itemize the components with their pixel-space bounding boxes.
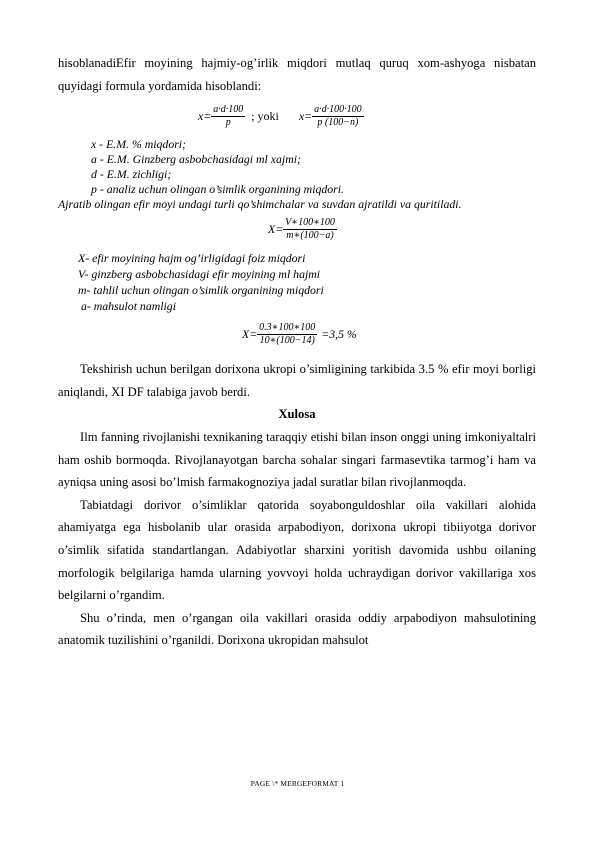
formula1-lhs: x= xyxy=(198,109,212,124)
formula1-separator: ; yoki xyxy=(251,108,279,123)
formula3-lhs: X= xyxy=(268,222,284,237)
definition-item: m- tahlil uchun olingan o’simlik organining miqdori xyxy=(78,283,324,298)
formula4-denominator: 10∗(100−14) xyxy=(259,334,315,346)
formula3-fraction xyxy=(283,217,337,242)
formula3-denominator: m∗(100−a) xyxy=(286,229,334,241)
definition-item: p - analiz uchun olingan o’simlik organining miqdori. xyxy=(91,182,344,197)
verification-paragraph: Tekshirish uchun berilgan dorixona ukropi o’simligining tarkibida 3.5 % efir moyi borligi aniqlandi, XI DF talabiga javob berdi. xyxy=(58,362,536,399)
definitions-list-1 xyxy=(91,137,536,197)
conclusion-paragraph-3: Shu o’rinda, men o’rgangan oila vakillari orasida oddiy arpabodiyon mahsulotining anatomik tuzilishini o’rganildi. Dorixona ukropidan mahsulot xyxy=(58,610,536,648)
formula2-denominator: p (100−n) xyxy=(317,116,359,128)
section-heading: Xulosa xyxy=(278,407,316,422)
conclusion-paragraph-1: Ilm fanning rivojlanishi texnikaning taraqqiy etishi bilan inson onggi uning imkoniyaltalri ham oshib bormoqda. Rivojlanayotgan barcha sohalar singari farmasevtika tarmog’i ham va ayniqsa uning asosi bo’lmish farmakognoziya jadal suratlar bilan rivojlanmoqda. xyxy=(58,429,536,490)
formula4-result: =3,5 % xyxy=(321,327,357,342)
definitions-list-2 xyxy=(78,250,536,314)
document-page xyxy=(58,52,536,652)
formula1-numerator: a·d·100 xyxy=(213,103,244,115)
formula2-lhs: x= xyxy=(298,109,313,124)
intro-paragraph: hisoblanadiEfir moyining hajmiy-og’irlik miqdori mutlaq quruq xom-ashyoga nisbatan quyidagi formula yordamida hisoblandi: xyxy=(58,56,536,93)
formula2-fraction xyxy=(312,104,364,129)
definition-item: X- efir moyining hajm og’irligidagi foiz miqdori xyxy=(78,251,306,266)
formula4-numerator: 0.3∗100∗100 xyxy=(259,321,316,333)
formula2-numerator: a·d·100·100 xyxy=(314,103,362,115)
formula-row-4 xyxy=(242,314,536,354)
separation-paragraph: Ajratib olingan efir moyi undagi turli qo’shimchalar va suvdan ajratildi va quritiladi. xyxy=(58,197,462,212)
formula4-fraction xyxy=(257,322,317,347)
formula4-lhs: X= xyxy=(242,327,258,342)
formula3-numerator: V∗100∗100 xyxy=(285,216,335,228)
definition-item: a - E.M. Ginzberg asbobchasidagi ml xajmi; xyxy=(91,152,301,167)
definition-item: x - E.M. % miqdori; xyxy=(91,137,187,152)
formula1-denominator: p xyxy=(225,116,231,128)
formula-row-3 xyxy=(268,212,536,246)
formula-row-1 xyxy=(198,97,536,135)
formula1-fraction xyxy=(211,104,245,129)
definition-item: d - E.M. zichligi; xyxy=(91,167,172,182)
page-footer: PAGE \* MERGEFORMAT 1 xyxy=(250,779,345,788)
definition-item: a- mahsulot namligi xyxy=(78,299,176,314)
conclusion-paragraph-2: Tabiatdagi dorivor o’simliklar qatorida soyabonguldoshlar oila vakillari alohida ahamiyatga ega hisbolanib ular orasida arpabodiyon, dorixona ukropi tibiiyotga dorivor o’simlik sifatida standartlangan. Adabiyotlar sharxini yoritish davomida ushbu oilaning morfologik belgilariga hamda ularning yovvoyi holda uchraydigan dorivor vakillariga xos belgilarni o’rgandim. xyxy=(58,497,536,603)
definition-item: V- ginzberg asbobchasidagi efir moyining ml hajmi xyxy=(78,267,321,282)
